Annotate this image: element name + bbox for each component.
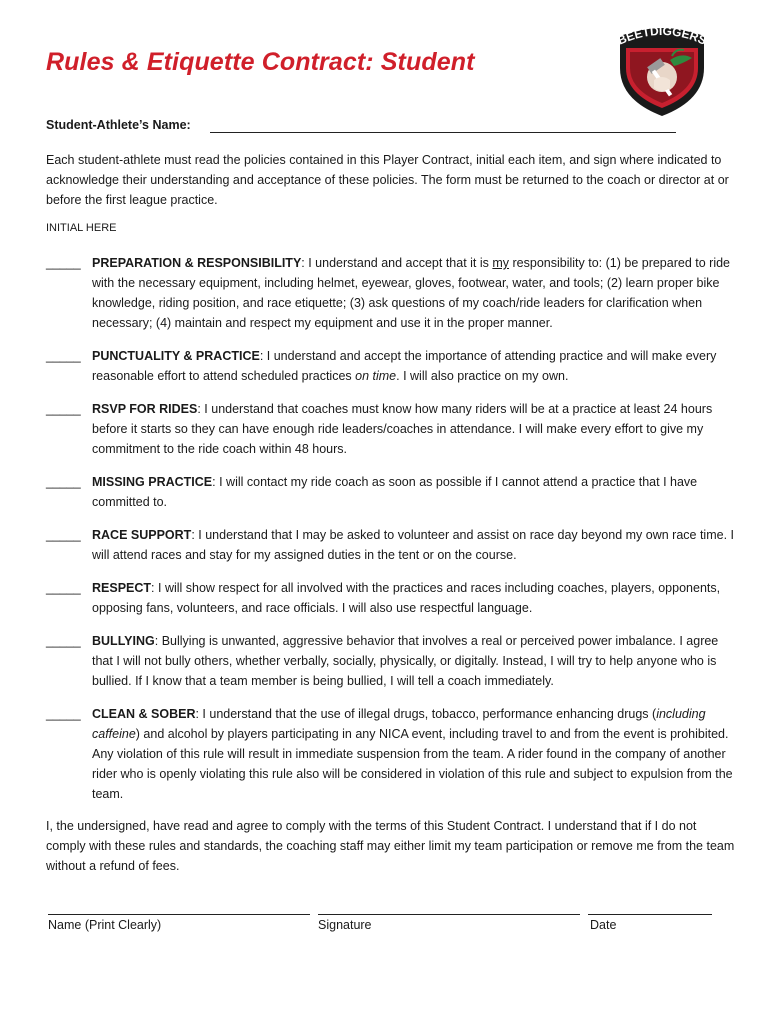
- item-text: : I understand and accept that it is: [301, 256, 493, 270]
- item-text: : I understand and accept the importance of attending practice and will make every reasonable effort to attend scheduled practices: [92, 349, 717, 383]
- initial-here-label: INITIAL HERE: [46, 222, 117, 234]
- initial-blank[interactable]: _____: [46, 634, 81, 648]
- signature-line[interactable]: [318, 914, 580, 915]
- signature-label: Signature: [318, 918, 372, 932]
- name-input-line[interactable]: [210, 132, 676, 133]
- contract-item-preparation: [46, 253, 736, 333]
- item-heading: RACE SUPPORT: [92, 528, 192, 542]
- item-text: : I understand that I may be asked to volunteer and assist on race day beyond my own race time. I will attend races and stay for my assigned duties in the tent or on the course.: [92, 528, 734, 562]
- item-heading: CLEAN & SOBER: [92, 707, 196, 721]
- name-print-line[interactable]: [48, 914, 310, 915]
- item-heading: PUNCTUALITY & PRACTICE: [92, 349, 260, 363]
- contract-item-clean-sober: [46, 704, 736, 804]
- item-heading: RESPECT: [92, 581, 152, 595]
- contract-item-bullying: [46, 631, 736, 691]
- contract-item-missing-practice: [46, 472, 736, 512]
- initial-blank[interactable]: _____: [46, 528, 81, 542]
- contract-item-rsvp: [46, 399, 736, 459]
- item-text: : I understand that coaches must know how many riders will be at a practice at least 24 hours before it starts so they can have enough ride leaders/coaches in attendance. I will make every effort to give my commitment to the ride coach within 48 hours.: [92, 402, 713, 456]
- closing-paragraph: I, the undersigned, have read and agree to comply with the terms of this Student Contract. I understand that if I do not comply with these rules and standards, the coaching staff may either limit my team participation or remove me from the team without a refund of fees.: [46, 819, 735, 873]
- contract-item-respect: [46, 578, 736, 618]
- item-heading: RSVP FOR RIDES: [92, 402, 198, 416]
- contract-item-punctuality: [46, 346, 736, 386]
- item-text: ) and alcohol by players participating in any NICA event, including travel to and from the event is prohibited. Any violation of this rule will result in immediate suspension from the team. A rider found in the company of another rider who is openly violating this rule also will be considered in violation of this rule and subject to expulsion from the team.: [92, 727, 733, 801]
- item-text: responsibility to: (1) be prepared to ride with the necessary equipment, including helmet, eyewear, gloves, footwear, water, and tools; (2) learn proper bike knowledge, riding position, and race etiquette; (3) ask questions of my coach/ride leaders for clarification when necessary; (4) maintain and respect my equipment and use it in the proper manner.: [92, 256, 730, 330]
- item-underlined: my: [492, 256, 510, 270]
- contract-item-race-support: [46, 525, 736, 565]
- item-heading: MISSING PRACTICE: [92, 475, 213, 489]
- name-print-label: Name (Print Clearly): [48, 918, 162, 932]
- initial-blank[interactable]: _____: [46, 475, 81, 489]
- contract-items: [46, 253, 736, 817]
- initial-blank[interactable]: _____: [46, 402, 81, 416]
- item-heading: BULLYING: [92, 634, 155, 648]
- item-text: : I will contact my ride coach as soon as possible if I cannot attend a practice that I have committed to.: [92, 475, 698, 509]
- item-italic: on time: [355, 369, 397, 383]
- item-italic: including caffeine: [92, 707, 706, 741]
- item-heading: PREPARATION & RESPONSIBILITY: [92, 256, 302, 270]
- date-line[interactable]: [588, 914, 712, 915]
- beetdiggers-logo: [612, 22, 712, 118]
- item-text: : I will show respect for all involved with the practices and races including coaches, players, opponents, opposing fans, volunteers, and race officials. I will also use respectful language.: [92, 581, 721, 615]
- item-text: : I understand that the use of illegal drugs, tobacco, performance enhancing drugs (: [195, 707, 657, 721]
- intro-paragraph: Each student-athlete must read the policies contained in this Player Contract, initial each item, and sign where indicated to acknowledge their understanding and acceptance of these policies. The form must be returned to the coach or director at or before the first league practice.: [46, 153, 729, 207]
- name-field-label: Student-Athlete’s Name:: [46, 118, 191, 132]
- initial-blank[interactable]: _____: [46, 707, 81, 721]
- initial-blank[interactable]: _____: [46, 581, 81, 595]
- item-text: . I will also practice on my own.: [396, 369, 569, 383]
- initial-blank[interactable]: _____: [46, 349, 81, 363]
- date-label: Date: [590, 918, 617, 932]
- initial-blank[interactable]: _____: [46, 256, 81, 270]
- logo-text: BEETDIGGERS: [615, 23, 709, 48]
- page-title: Rules & Etiquette Contract: Student: [46, 48, 475, 76]
- item-text: : Bullying is unwanted, aggressive behavior that involves a real or perceived power imbalance. I agree that I will not bully others, whether verbally, socially, physically, or digitally. Instead, I will try to help anyone who is bullied. If I know that a team member is being bullied, I will tell a coach immediately.: [92, 634, 719, 688]
